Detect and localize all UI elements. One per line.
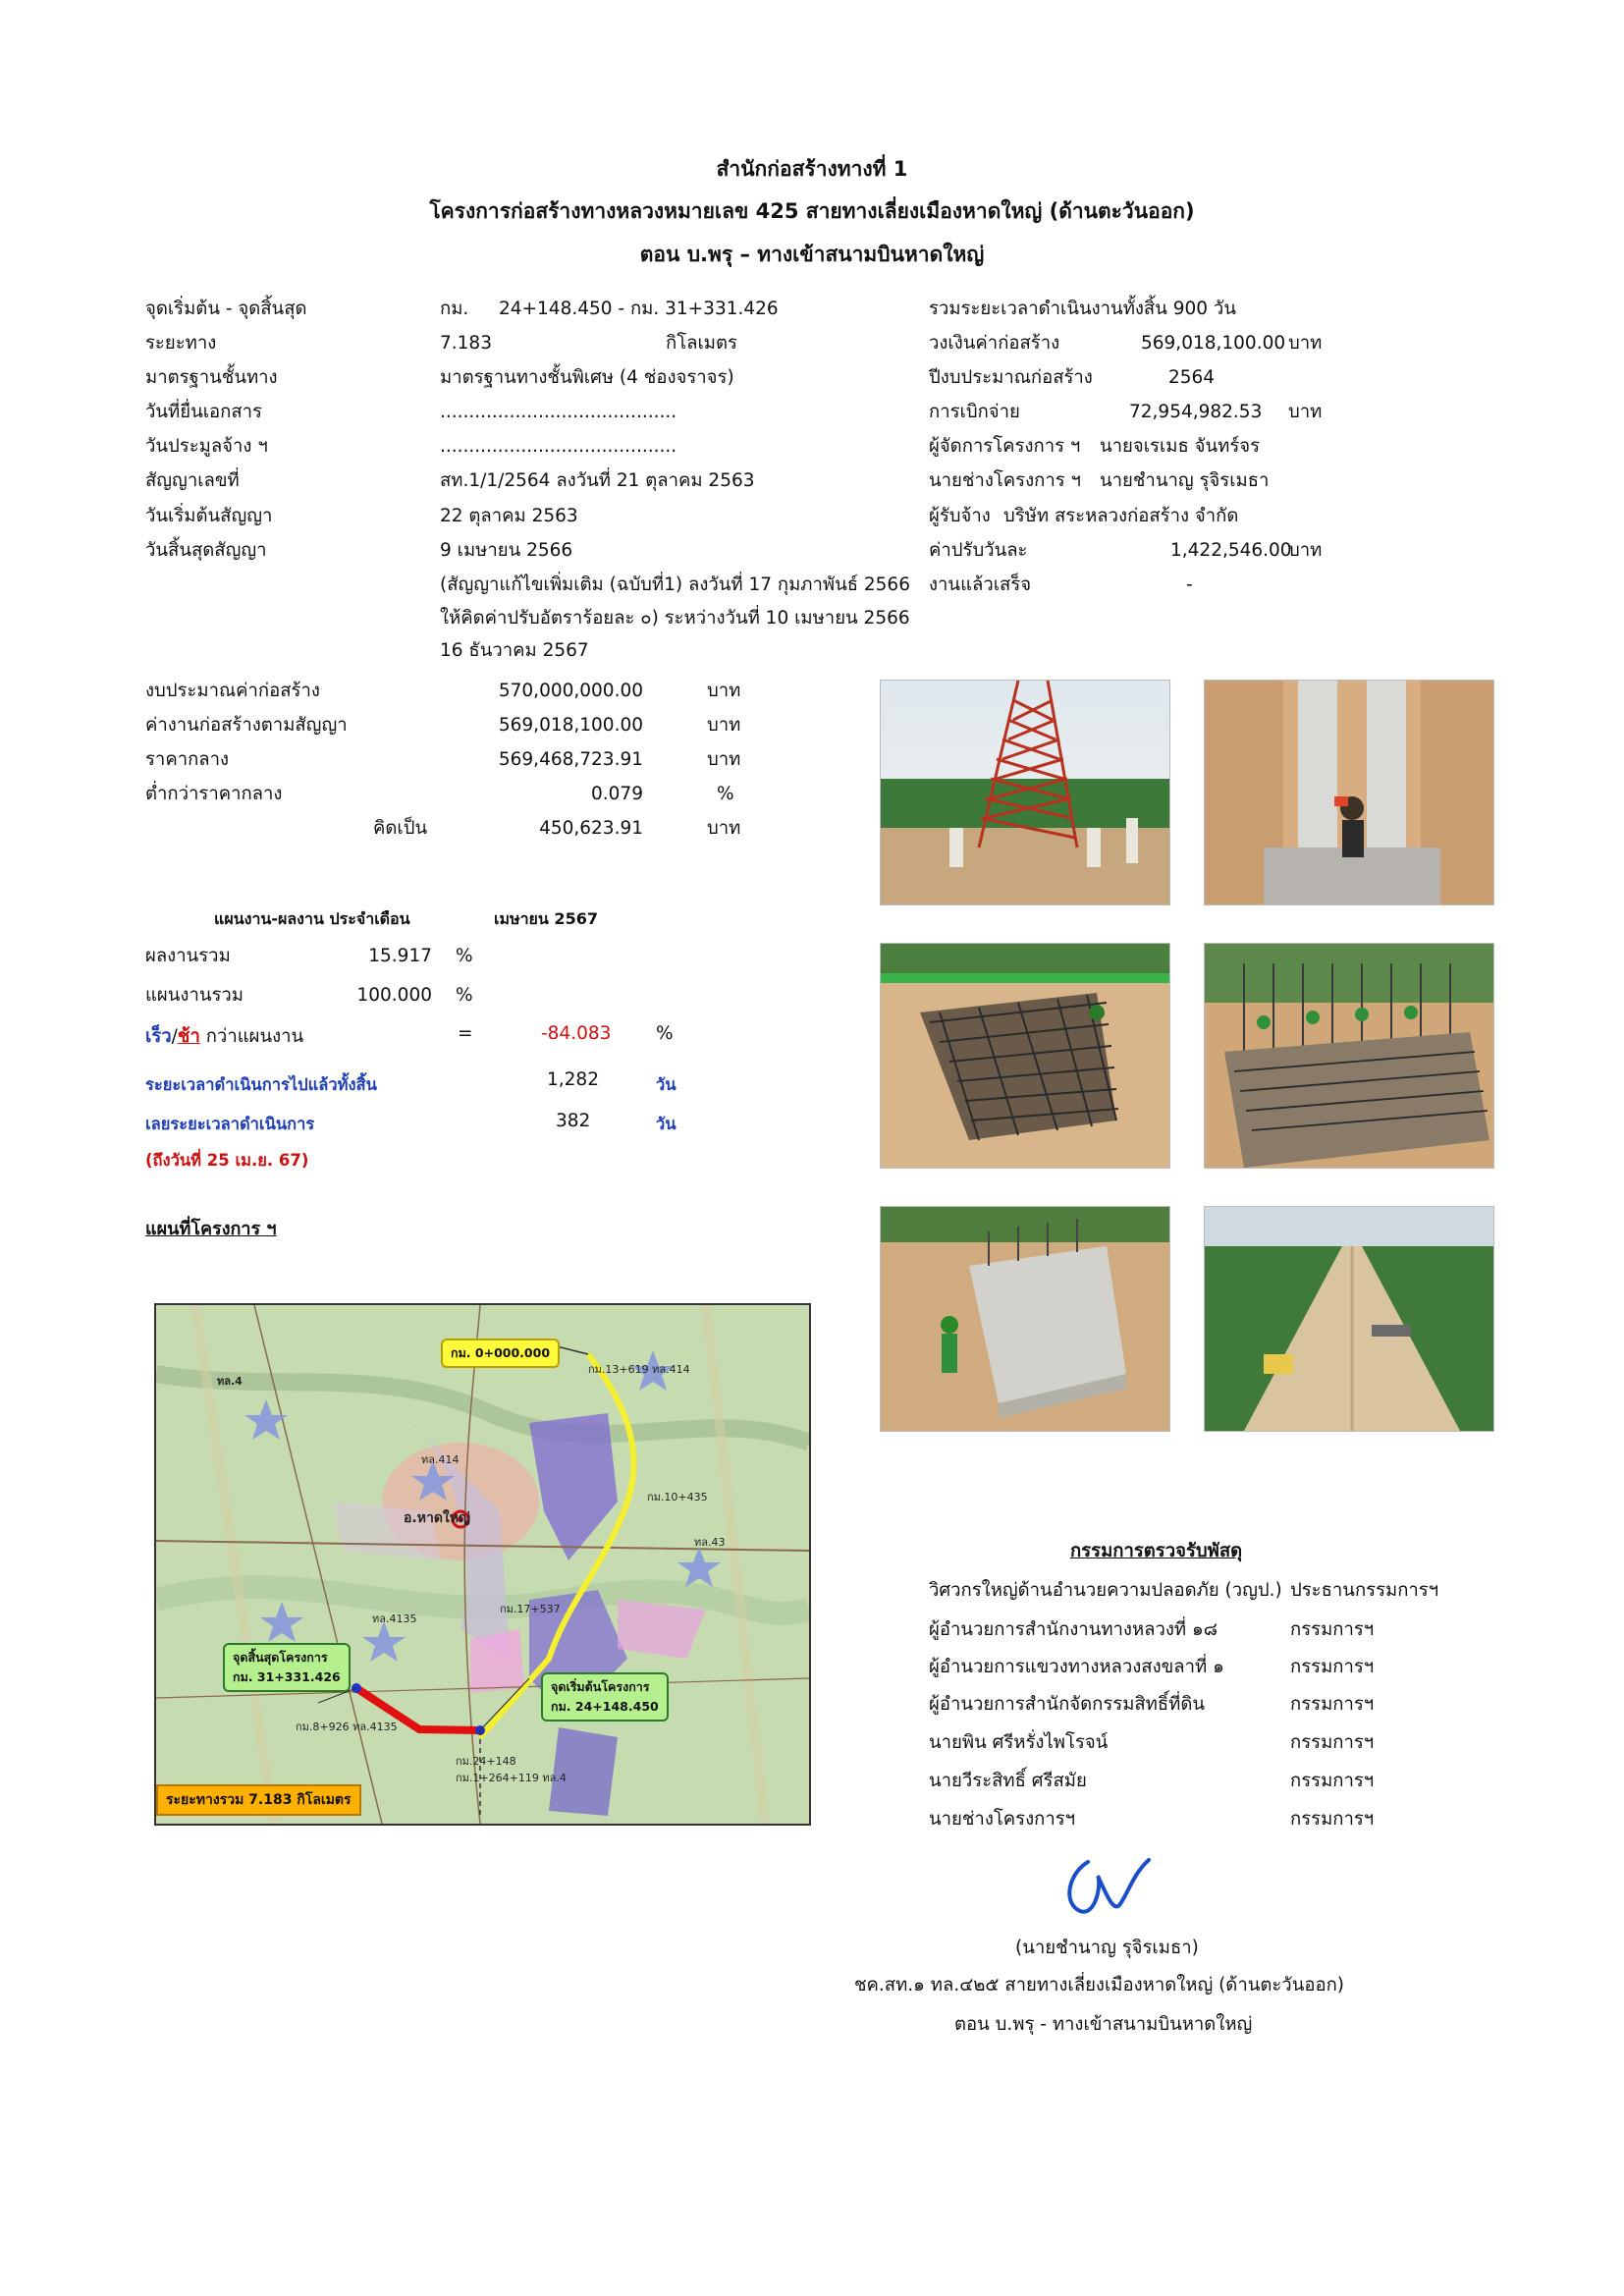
planned-progress-value: 100.000 xyxy=(356,985,432,1006)
committee-member-role: กรรมการฯ xyxy=(1290,1771,1375,1791)
difference-unit: % xyxy=(656,1023,674,1044)
submit-date-label: วันที่ยื่นเอกสาร xyxy=(145,402,262,422)
start-end-label: จุดเริ่มต้น - จุดสิ้นสุด xyxy=(145,299,307,319)
budget-row-label: ต่ำกว่าราคากลาง xyxy=(145,784,283,804)
distance-label: ระยะทาง xyxy=(145,333,217,354)
start-end-value: 24+148.450 - กม. 31+331.426 xyxy=(499,299,779,319)
committee-member-name: ผู้อำนวยการสำนักจัดกรรมสิทธิ์ที่ดิน xyxy=(929,1694,1206,1715)
actual-progress-value: 15.917 xyxy=(368,946,432,966)
map-end-badge-line-2: กม. 31+331.426 xyxy=(233,1669,341,1684)
map-graphic xyxy=(156,1305,809,1824)
budget-row-label: งบประมาณค่าก่อสร้าง xyxy=(145,681,320,701)
compare-rest: กว่าแผนงาน xyxy=(199,1026,304,1047)
distance-value: 7.183 xyxy=(440,333,492,354)
budget-row-value: 569,018,100.00 xyxy=(498,715,643,736)
map-total-distance: ระยะทางรวม 7.183 กิโลเมตร xyxy=(156,1784,361,1816)
budget-row-unit: บาท xyxy=(707,715,741,736)
map-start-km-label: กม. 0+000.000 xyxy=(441,1339,560,1368)
map-label: กม.1+264+119 ทล.4 xyxy=(456,1772,567,1784)
budget-row-value: 570,000,000.00 xyxy=(498,681,643,701)
header-line-1: สำนักก่อสร้างทางที่ 1 xyxy=(716,157,908,181)
committee-member-name: ผู้อำนวยการสำนักงานทางหลวงที่ ๑๘ xyxy=(929,1619,1218,1640)
map-label: ทล.43 xyxy=(694,1536,726,1549)
header-line-3: ตอน บ.พรุ – ทางเข้าสนามบินหาดใหญ่ xyxy=(639,243,985,266)
committee-member-role: กรรมการฯ xyxy=(1290,1619,1375,1640)
engineer-name: นายชำนาญ รุจิรเมธา xyxy=(1100,470,1270,491)
budget-row-label: ค่างานก่อสร้างตามสัญญา xyxy=(145,715,348,736)
manager-name: นายจเรเมธ จันทร์จร xyxy=(1100,436,1261,457)
budget-row-unit: % xyxy=(717,784,734,804)
engineer-label: นายช่างโครงการ ฯ xyxy=(929,470,1081,491)
as-of-date: (ถึงวันที่ 25 เม.ย. 67) xyxy=(145,1151,309,1170)
manager-label: ผู้จัดการโครงการ ฯ xyxy=(929,436,1081,457)
overdue-value: 382 xyxy=(556,1111,591,1131)
map-label: กม.8+926 ทล.4135 xyxy=(296,1721,398,1733)
elapsed-value: 1,282 xyxy=(547,1069,599,1090)
budget-row-value: 569,468,723.91 xyxy=(498,749,643,770)
contract-start-value: 22 ตุลาคม 2563 xyxy=(440,506,578,526)
committee-member-role: กรรมการฯ xyxy=(1290,1657,1375,1677)
overdue-label: เลยระยะเวลาดำเนินการ xyxy=(145,1115,315,1133)
duration-text: รวมระยะเวลาดำเนินงานทั้งสิ้น 900 วัน xyxy=(929,299,1236,319)
fast-slow-compare xyxy=(145,1025,303,1049)
committee-member-name: นายพิน ศรีหรั่งไพโรจน์ xyxy=(929,1732,1109,1753)
equivalent-unit: บาท xyxy=(707,818,741,839)
difference-value: -84.083 xyxy=(541,1023,612,1044)
map-start-badge xyxy=(541,1672,669,1722)
committee-title: กรรมการตรวจรับพัสดุ xyxy=(1070,1541,1243,1561)
budget-row-label: ราคากลาง xyxy=(145,749,230,770)
finished-label: งานแล้วเสร็จ xyxy=(929,574,1032,595)
map-end-badge xyxy=(223,1643,351,1692)
committee-member-role: กรรมการฯ xyxy=(1290,1694,1375,1715)
signature-name: (นายชำนาญ รุจิรเมธา) xyxy=(1015,1938,1199,1958)
signature-section: ตอน บ.พรุ - ทางเข้าสนามบินหาดใหญ่ xyxy=(954,2014,1253,2035)
progress-month: เมษายน 2567 xyxy=(494,909,598,928)
equivalent-value: 450,623.91 xyxy=(539,818,643,839)
standard-value: มาตรฐานทางชั้นพิเศษ (4 ช่องจราจร) xyxy=(440,367,734,388)
amendment-line-3: 16 ธันวาคม 2567 xyxy=(440,640,589,661)
map-start-badge-line-1: จุดเริ่มต้นโครงการ xyxy=(551,1679,650,1694)
contract-no-value: สท.1/1/2564 ลงวันที่ 21 ตุลาคม 2563 xyxy=(440,470,755,491)
planned-progress-label: แผนงานรวม xyxy=(145,985,244,1006)
contractor-label: ผู้รับจ้าง xyxy=(929,506,991,526)
finished-value: - xyxy=(1186,574,1193,595)
progress-header: แผนงาน-ผลงาน ประจำเดือน xyxy=(214,909,410,928)
map-label: ทล.4135 xyxy=(372,1613,417,1625)
map-label: ทล.4 xyxy=(217,1375,243,1388)
header-line-2: โครงการก่อสร้างทางหลวงหมายเลข 425 สายทางเลี่ยงเมืองหาดใหญ่ (ด้านตะวันออก) xyxy=(429,199,1195,223)
overdue-unit: วัน xyxy=(656,1115,677,1133)
auction-date-label: วันประมูลจ้าง ฯ xyxy=(145,436,268,457)
signature-position: ชค.สท.๑ ทล.๔๒๕ สายทางเลี่ยงเมืองหาดใหญ่ (ด้านตะวันออก) xyxy=(854,1975,1344,1995)
construction-photo-aerial-road xyxy=(1204,1206,1494,1432)
elapsed-unit: วัน xyxy=(656,1075,677,1094)
contract-end-value: 9 เมษายน 2566 xyxy=(440,540,573,561)
map-start-badge-line-2: กม. 24+148.450 xyxy=(551,1699,659,1714)
construction-photo-tower xyxy=(880,680,1170,905)
budget-row-value: 0.079 xyxy=(591,784,643,804)
map-label: กม.17+537 xyxy=(500,1603,561,1615)
committee-member-role: กรรมการฯ xyxy=(1290,1809,1375,1830)
construction-photo-concrete-footing xyxy=(880,1206,1170,1432)
fine-unit: บาท xyxy=(1288,540,1323,561)
contractor-name: บริษัท สระหลวงก่อสร้าง จำกัด xyxy=(1003,506,1239,526)
contract-start-label: วันเริ่มต้นสัญญา xyxy=(145,506,273,526)
map-label: ทล.414 xyxy=(421,1453,460,1466)
start-end-km: กม. xyxy=(440,299,469,319)
actual-progress-unit: % xyxy=(456,946,473,966)
actual-progress-label: ผลงานรวม xyxy=(145,946,231,966)
budget-row-unit: บาท xyxy=(707,749,741,770)
planned-progress-unit: % xyxy=(456,985,473,1006)
signature-mark xyxy=(1058,1854,1157,1921)
map-label: กม.10+435 xyxy=(647,1491,708,1503)
standard-label: มาตรฐานชั้นทาง xyxy=(145,367,278,388)
fine-value: 1,422,546.00 xyxy=(1170,540,1292,561)
distance-unit: กิโลเมตร xyxy=(666,333,737,354)
committee-member-name: วิศวกรใหญ่ด้านอำนวยความปลอดภัย (วญป.) xyxy=(929,1580,1282,1601)
committee-member-name: นายช่างโครงการฯ xyxy=(929,1809,1076,1830)
map-label: กม.13+619 ทล.414 xyxy=(588,1363,690,1376)
project-map xyxy=(154,1303,811,1826)
equivalent-label: คิดเป็น xyxy=(373,818,428,839)
disbursement-label: การเบิกจ่าย xyxy=(929,402,1020,422)
fiscal-year-value: 2564 xyxy=(1168,367,1216,388)
fast-word: เร็ว xyxy=(145,1026,172,1047)
committee-member-role: กรรมการฯ xyxy=(1290,1732,1375,1753)
budget-value: 569,018,100.00 xyxy=(1141,333,1286,354)
construction-photo-formwork xyxy=(1204,943,1494,1169)
amendment-line-2: ให้คิดค่าปรับอัตราร้อยละ ๐) ระหว่างวันที่ 10 เมษายน 2566 xyxy=(440,608,910,629)
committee-member-name: ผู้อำนวยการแขวงทางหลวงสงขลาที่ ๑ xyxy=(929,1657,1224,1677)
slow-word: ช้า xyxy=(177,1026,200,1047)
submit-date-value: ......................................... xyxy=(440,402,677,422)
construction-photo-rebar-trench xyxy=(880,943,1170,1169)
map-title: แผนที่โครงการ ฯ xyxy=(145,1219,277,1239)
disbursement-value: 72,954,982.53 xyxy=(1129,402,1263,422)
committee-member-name: นายวีระสิทธิ์ ศรีสมัย xyxy=(929,1771,1087,1791)
committee-member-role: ประธานกรรมการฯ xyxy=(1290,1580,1439,1601)
contract-no-label: สัญญาเลขที่ xyxy=(145,470,240,491)
budget-label: วงเงินค่าก่อสร้าง xyxy=(929,333,1060,354)
map-end-badge-line-1: จุดสิ้นสุดโครงการ xyxy=(233,1650,328,1665)
map-label: กม.24+148 xyxy=(456,1755,516,1768)
construction-photo-pillars xyxy=(1204,680,1494,905)
equals-sign: = xyxy=(458,1023,473,1044)
contract-end-label: วันสิ้นสุดสัญญา xyxy=(145,540,267,561)
map-city-label: อ.หาดใหญ่ xyxy=(404,1510,470,1526)
budget-row-unit: บาท xyxy=(707,681,741,701)
fine-label: ค่าปรับวันละ xyxy=(929,540,1028,561)
fiscal-year-label: ปีงบประมาณก่อสร้าง xyxy=(929,367,1093,388)
auction-date-value: ......................................... xyxy=(440,436,677,457)
amendment-line-1: (สัญญาแก้ไขเพิ่มเติม (ฉบับที่1) ลงวันที่ 17 กุมภาพันธ์ 2566 xyxy=(440,574,910,595)
elapsed-label: ระยะเวลาดำเนินการไปแล้วทั้งสิ้น xyxy=(145,1075,377,1094)
slash: / xyxy=(171,1026,178,1047)
budget-unit: บาท xyxy=(1288,333,1323,354)
disbursement-unit: บาท xyxy=(1288,402,1323,422)
